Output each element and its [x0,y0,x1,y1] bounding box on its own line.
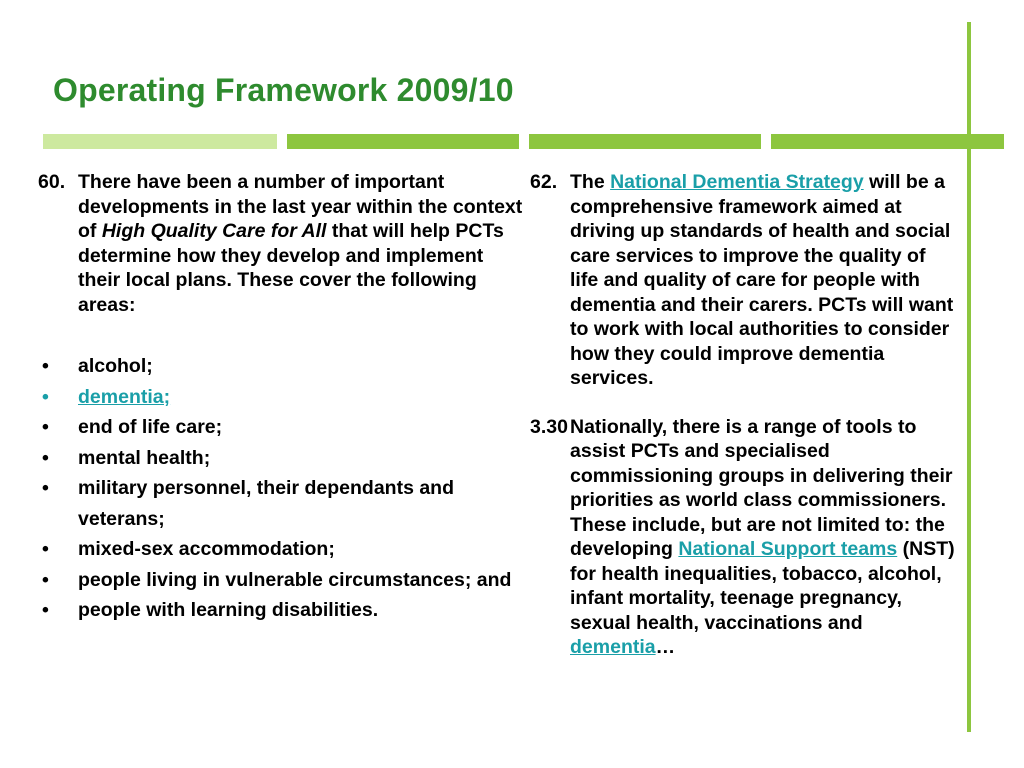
paragraph-text: There have been a number of important developments in the last year within the context of [78,171,523,242]
accent-bar-3 [529,134,761,149]
list-item: • alcohol; [38,351,523,382]
accent-bar-4 [771,134,1004,149]
paragraph-number: 3.30 [530,415,568,438]
accent-bar-1 [43,134,277,149]
list-item: • people living in vulnerable circumstances; and [38,565,523,596]
paragraph-number: 62. [530,171,558,193]
areas-list [38,351,523,626]
national-support-teams-link[interactable]: National Support teams [678,538,898,560]
bullet-icon: • [42,416,49,438]
bullet-icon: • [42,385,49,408]
bullet-icon: • [42,355,49,377]
document-title-italic: High Quality Care for All [101,220,327,242]
paragraph-gap [530,391,955,415]
right-column [530,170,955,660]
slide-title: Operating Framework 2009/10 [53,72,514,108]
bullet-icon: • [42,599,49,621]
paragraph-3-30: 3.30 Nationally, there is a range of tools to assist PCTs and specialised commissioning groups in delivering their priorities as world class commissioners. These include, but are not limited to: the developing National Support teams (NST) for health inequalities, tobacco, alcohol, infant mortality, teenage pregnancy, sexual health, vaccinations and dementia… [530,415,955,658]
list-item: • people with learning disabilities. [38,595,523,626]
accent-bar-2 [287,134,519,149]
bullet-icon: • [42,477,49,499]
paragraph-62: 62. The National Dementia Strategy will be a comprehensive framework aimed at driving up standards of health and social care services to improve the quality of life and quality of care for people with dementia and their carers. PCTs will want to work with local authorities to consider how they could improve dementia services. [530,171,954,389]
paragraph-text-end: that will help PCTs determine how they develop and implement their local plans. These cover the following areas: [78,220,504,316]
list-item: • end of life care; [38,412,523,443]
paragraph-number: 60. [38,171,66,193]
national-dementia-strategy-link[interactable]: National Dementia Strategy [610,171,864,193]
list-item: • mental health; [38,443,523,474]
dementia-link[interactable]: dementia [570,636,656,658]
list-item: • mixed-sex accommodation; [38,534,523,565]
left-column [38,170,523,626]
bullet-icon: • [42,446,49,469]
vertical-accent-line [967,22,971,732]
list-item: • military personnel, their dependants and veterans; [38,473,523,534]
paragraph-60 [38,170,523,317]
bullet-icon: • [42,538,49,560]
list-item-dementia[interactable] [38,382,523,413]
dementia-link[interactable]: dementia; [78,385,171,408]
bullet-icon: • [42,568,49,591]
